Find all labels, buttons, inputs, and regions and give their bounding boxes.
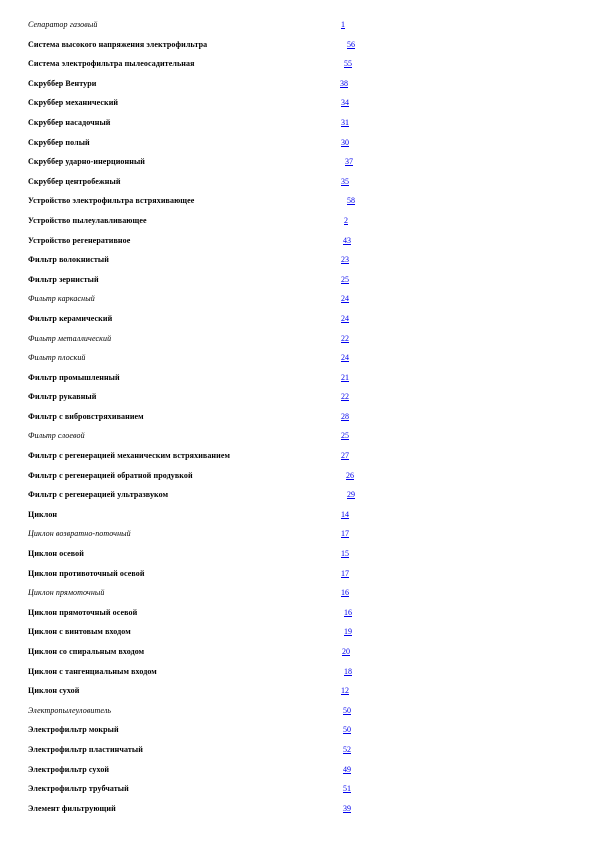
index-term: Электропылеуловитель [28, 705, 112, 715]
index-entry [28, 211, 568, 231]
index-term: Элемент фильтрующий [28, 803, 116, 813]
index-term: Скруббер Вентури [28, 78, 97, 88]
page-number-link[interactable]: 28 [341, 411, 349, 421]
index-term: Фильтр керамический [28, 313, 113, 323]
page-number-link[interactable]: 52 [343, 744, 351, 754]
index-entry [28, 368, 568, 388]
page-number-link[interactable]: 12 [341, 686, 349, 696]
page-number-link[interactable]: 24 [341, 353, 349, 363]
index-entry [28, 485, 568, 505]
index-term: Циклон со спиральным входом [28, 647, 145, 656]
index-term: Циклон противоточный осевой [28, 568, 145, 578]
index-entry [28, 93, 568, 113]
index-term: Система высокого напряжения электрофильтра [28, 39, 208, 49]
index-term: Скруббер ударно-инерционный [28, 157, 145, 167]
page-number-link[interactable]: 19 [344, 627, 352, 637]
index-term: Сепаратор газовый [28, 20, 98, 29]
index-entry [28, 681, 568, 701]
index-term: Фильтр плоский [28, 353, 86, 363]
page-number-link[interactable]: 22 [341, 392, 349, 402]
index-term: Циклон с винтовым входом [28, 627, 131, 637]
index-term: Скруббер механический [28, 98, 119, 108]
index-term: Циклон сухой [28, 686, 80, 696]
index-term: Фильтр каркасный [28, 294, 95, 304]
page-number-link[interactable]: 17 [341, 568, 349, 578]
page-number-link[interactable]: 14 [341, 509, 349, 519]
page-number-link[interactable]: 16 [344, 607, 352, 617]
index-entry [28, 348, 568, 368]
index-entry [28, 662, 568, 682]
page-number-link[interactable]: 50 [343, 725, 351, 735]
page-number-link[interactable]: 23 [341, 255, 349, 265]
index-entry [28, 505, 568, 525]
page-number-link[interactable]: 56 [347, 39, 355, 49]
page-number-link[interactable]: 35 [341, 176, 349, 186]
index-entry [28, 74, 568, 94]
index-entry [28, 701, 568, 721]
index-term: Система электрофильтра пылеосадительная [28, 59, 195, 69]
page-number-link[interactable]: 31 [341, 117, 349, 127]
index-term: Циклон [28, 509, 58, 519]
page-number-link[interactable]: 17 [341, 529, 349, 539]
index-term: Циклон прямоточный осевой [28, 607, 138, 617]
index-term: Фильтр с регенерацией обратной продувкой [28, 470, 193, 480]
index-term: Фильтр волокнистый [28, 255, 109, 265]
index-term: Фильтр с регенерацией ультразвуком [28, 490, 169, 500]
index-term: Скруббер полый [28, 137, 90, 147]
index-entry [28, 564, 568, 584]
page-number-link[interactable]: 18 [344, 666, 352, 676]
page-number-link[interactable]: 20 [342, 647, 350, 656]
page-number-link[interactable]: 25 [341, 274, 349, 284]
index-entry [28, 191, 568, 211]
index-entry [28, 524, 568, 544]
index-entry [28, 544, 568, 564]
page-number-link[interactable]: 49 [343, 764, 351, 774]
index-entry [28, 35, 568, 55]
index-entry [28, 172, 568, 192]
index-entry [28, 603, 568, 623]
index-term: Циклон возвратно-поточный [28, 529, 131, 539]
page-number-link[interactable]: 34 [341, 98, 349, 108]
page-number-link[interactable]: 51 [343, 784, 351, 794]
index-entry [28, 426, 568, 446]
index-term: Фильтр рукавный [28, 392, 97, 402]
page-number-link[interactable]: 2 [344, 215, 348, 225]
index-term: Фильтр металлический [28, 333, 112, 343]
index-term: Устройство пылеулавливающее [28, 215, 147, 225]
index-entry [28, 760, 568, 780]
page-number-link[interactable]: 50 [343, 705, 351, 715]
index-entry [28, 289, 568, 309]
page-number-link[interactable]: 38 [340, 78, 348, 88]
page-number-link[interactable]: 21 [341, 372, 349, 382]
index-entry [28, 152, 568, 172]
index-entry [28, 133, 568, 153]
index-term: Электрофильтр сухой [28, 764, 110, 774]
page-number-link[interactable]: 22 [341, 333, 349, 343]
index-term: Фильтр с регенерацией механическим встряхиванием [28, 451, 231, 461]
index-entry [28, 407, 568, 427]
index-term: Скруббер центробежный [28, 176, 121, 186]
index-entry [28, 250, 568, 270]
index-entry [28, 622, 568, 642]
index-entry [28, 54, 568, 74]
index-entry [28, 113, 568, 133]
index-entry [28, 270, 568, 290]
index-entry [28, 720, 568, 740]
index-entry [28, 466, 568, 486]
index-term: Скруббер насадочный [28, 117, 111, 127]
index-entry [28, 740, 568, 760]
index-term: Электрофильтр пластинчатый [28, 744, 143, 754]
index-entry [28, 642, 568, 662]
page-number-link[interactable]: 26 [346, 470, 354, 480]
page-number-link[interactable]: 37 [345, 157, 353, 167]
index-term: Электрофильтр трубчатый [28, 784, 129, 794]
index-entry [28, 309, 568, 329]
page-number-link[interactable]: 25 [341, 431, 349, 441]
page-number-link[interactable]: 55 [344, 59, 352, 69]
index-entry [28, 329, 568, 349]
index-term: Электрофильтр мокрый [28, 725, 119, 735]
index-term: Фильтр зернистый [28, 274, 99, 284]
page-number-link[interactable]: 24 [341, 313, 349, 323]
page-number-link[interactable]: 30 [341, 137, 349, 147]
alphabetical-index [28, 15, 568, 818]
index-term: Фильтр слоевой [28, 431, 85, 441]
index-entry [28, 231, 568, 251]
index-entry [28, 15, 568, 35]
page-number-link[interactable]: 1 [341, 20, 345, 29]
page-number-link[interactable]: 16 [341, 588, 349, 598]
page-number-link[interactable]: 24 [341, 294, 349, 304]
index-entry [28, 446, 568, 466]
index-term: Циклон прямоточный [28, 588, 105, 598]
page-number-link[interactable]: 29 [347, 490, 355, 500]
index-entry [28, 799, 568, 819]
index-term: Фильтр промышленный [28, 372, 120, 382]
page-number-link[interactable]: 43 [343, 235, 351, 245]
index-term: Фильтр с вибровстряхиванием [28, 411, 144, 421]
index-term: Устройство регенеративное [28, 235, 131, 245]
index-term: Циклон осевой [28, 549, 84, 559]
index-entry [28, 583, 568, 603]
index-entry [28, 387, 568, 407]
page-number-link[interactable]: 15 [341, 549, 349, 559]
page-number-link[interactable]: 58 [347, 196, 355, 206]
page-number-link[interactable]: 39 [343, 803, 351, 813]
index-term: Устройство электрофильтра встряхивающее [28, 196, 195, 206]
index-term: Циклон с тангенциальным входом [28, 666, 157, 676]
page-number-link[interactable]: 27 [341, 451, 349, 461]
index-entry [28, 779, 568, 799]
